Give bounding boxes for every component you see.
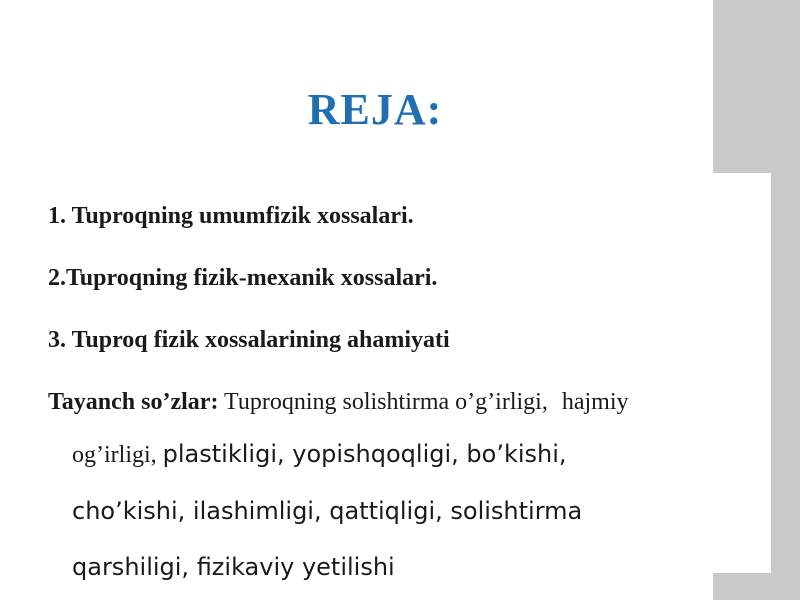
plan-item-2: 2.Tuproqning fizik-mexanik xossalari. <box>48 265 438 291</box>
keywords-text-serif-2: hajmiy <box>561 389 629 415</box>
keywords-text-sans-2: cho’kishi, ilashimligi, qattiqligi, solishtirma <box>72 497 583 525</box>
keywords-line-3 <box>72 499 582 524</box>
keywords-text-sans-1: plastikligi, yopishqoqligi, bo’kishi, <box>162 440 567 468</box>
keywords-line-2 <box>72 442 567 467</box>
keywords-label: Tayanch so’zlar: <box>48 389 219 415</box>
plan-item-1: 1. Tuproqning umumfizik xossalari. <box>48 203 414 229</box>
keywords-text-sans-3: qarshiligi, fizikaviy yetilishi <box>72 553 395 581</box>
keywords-text-serif-3: og’irligi, <box>72 442 157 468</box>
keywords-text-serif-1: Tuproqning solishtirma o’g’irligi, <box>224 389 548 415</box>
keywords-line-4 <box>72 555 395 580</box>
keywords-line-1 <box>48 390 628 414</box>
plan-item-3: 3. Tuproq fizik xossalarining ahamiyati <box>48 327 450 353</box>
side-strip-notch <box>713 173 771 573</box>
slide-title: REJA: <box>307 85 443 134</box>
